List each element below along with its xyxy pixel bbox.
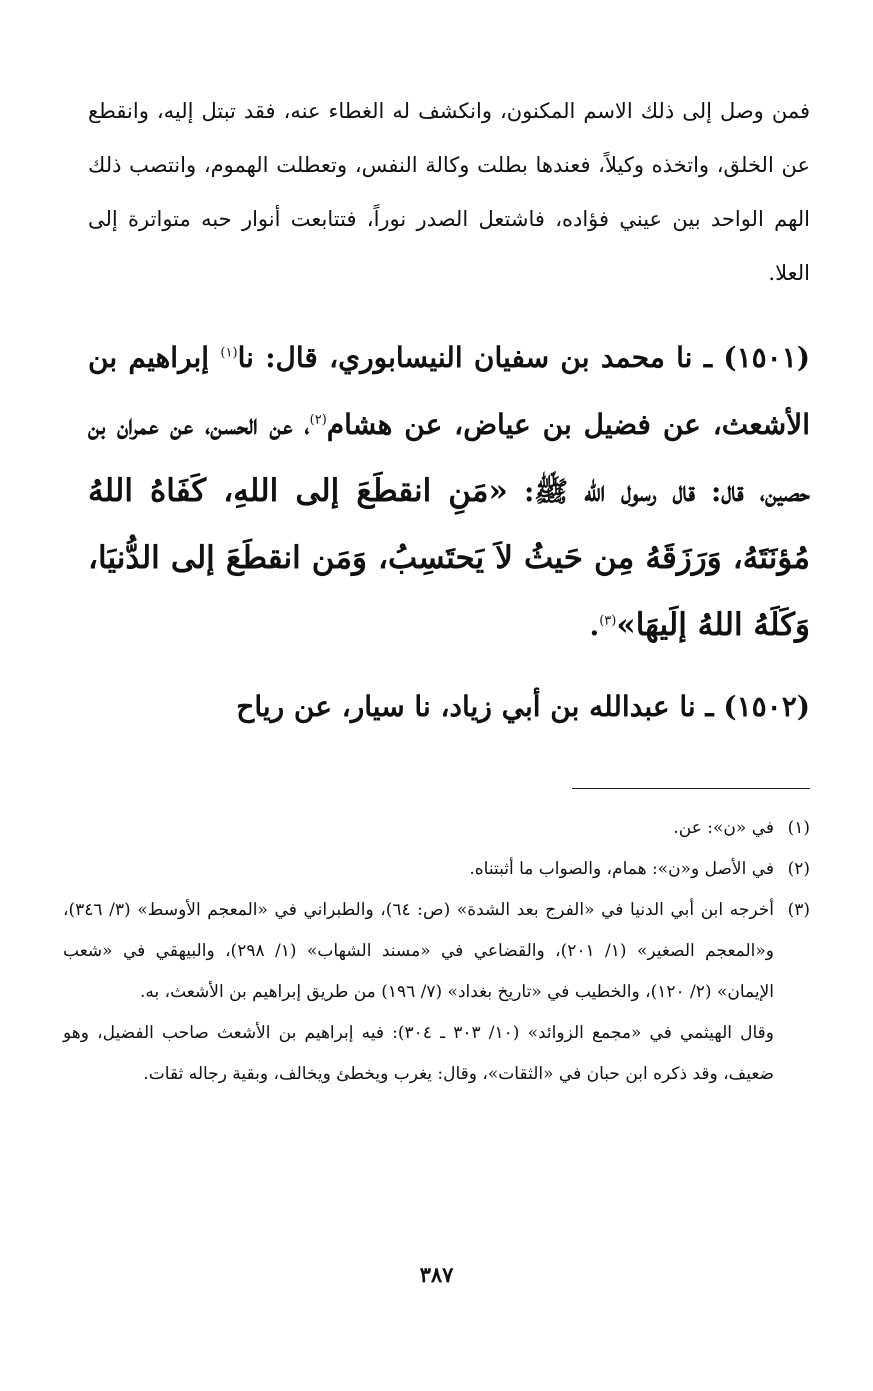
hadith-number: (١٥٠٢) ـ xyxy=(705,690,810,723)
footnote-ref-3[interactable]: (٣) xyxy=(599,613,617,629)
footnote-3-continuation: وقال الهيثمي في «مجمع الزوائد» (١٠/ ٣٠٣ ـ ٣٠٤): فيه إبراهيم بن الأشعث صاحب الفضيل، وهو ضعيف، وقد ذكره ابن حبان في «الثقات»، وقال: يغرب ويخطئ ويخالف، وبقية رجاله ثقات. xyxy=(63,1023,774,1084)
footnote-ref-2[interactable]: (٢) xyxy=(309,412,327,428)
hadith-number: (١٥٠١) ـ xyxy=(703,341,810,374)
footnote-1 xyxy=(63,808,810,849)
hadith-1501 xyxy=(88,324,810,659)
footnote-divider xyxy=(572,788,810,789)
hadith-matn: «مَنِ انقطَعَ إلى اللهِ، كَفَاهُ اللهُ مُؤنَتَهُ، وَرَزَقَهُ مِن حَيثُ لاَ يَحتَسِبُ، وَمَن انقطَعَ إلى الدُّنيَا، وَكَلَهُ اللهُ إلَيهَا» xyxy=(88,473,810,643)
footnote-number: (١) xyxy=(787,818,810,838)
intro-paragraph: فمن وصل إلى ذلك الاسم المكنون، وانكشف له الغطاء عنه، فقد تبتل إليه، وانقطع عن الخلق، واتخذه وكيلاً، فعندها بطلت وكالة النفس، وتعطلت الهموم، وانتصب ذلك الهم الواحد بين عيني فؤاده، فاشتعل الصدر نوراً، فتتابعت أنوار حبه متواترة إلى العلا. xyxy=(88,99,810,285)
main-text xyxy=(88,84,810,740)
footnote-text: في الأصل و«ن»: همام، والصواب ما أثبتناه. xyxy=(469,859,774,879)
isnad-part-3: ، عن الحسن، عن عمران بن حصين، قال: قال رسول الله ﷺ: xyxy=(88,408,810,508)
isnad-part-2: إبراهيم بن الأشعث، عن فضيل بن عياض، عن هشام xyxy=(88,341,810,441)
footnote-3 xyxy=(63,890,810,1013)
footnote-number: (٢) xyxy=(787,859,810,879)
hadith-1502 xyxy=(88,673,810,740)
hadith-end: . xyxy=(589,609,600,642)
isnad-text: نا عبدالله بن أبي زياد، نا سيار، عن رياح xyxy=(236,690,696,723)
footnotes xyxy=(63,808,810,1095)
footnote-ref-1[interactable]: (١) xyxy=(220,345,238,361)
page-number: ٣٨٧ xyxy=(419,1262,454,1287)
footnote-2 xyxy=(63,849,810,890)
footnote-number: (٣) xyxy=(787,900,810,920)
footnote-text: في «ن»: عن. xyxy=(673,818,774,838)
isnad-part-1: نا محمد بن سفيان النيسابوري، قال: نا xyxy=(237,341,693,374)
footnote-text: أخرجه ابن أبي الدنيا في «الفرج بعد الشدة» (ص: ٦٤)، والطبراني في «المعجم الأوسط» (٣/ ٣٤٦)، و«المعجم الصغير» (١/ ٢٠١)، والقضاعي في «مسند الشهاب» (١/ ٢٩٨)، والبيهقي في «شعب الإيمان» (٢/ ١٢٠)، والخطيب في «تاريخ بغداد» (٧/ ١٩٦) من طريق إبراهيم بن الأشعث، به. xyxy=(63,900,774,1002)
